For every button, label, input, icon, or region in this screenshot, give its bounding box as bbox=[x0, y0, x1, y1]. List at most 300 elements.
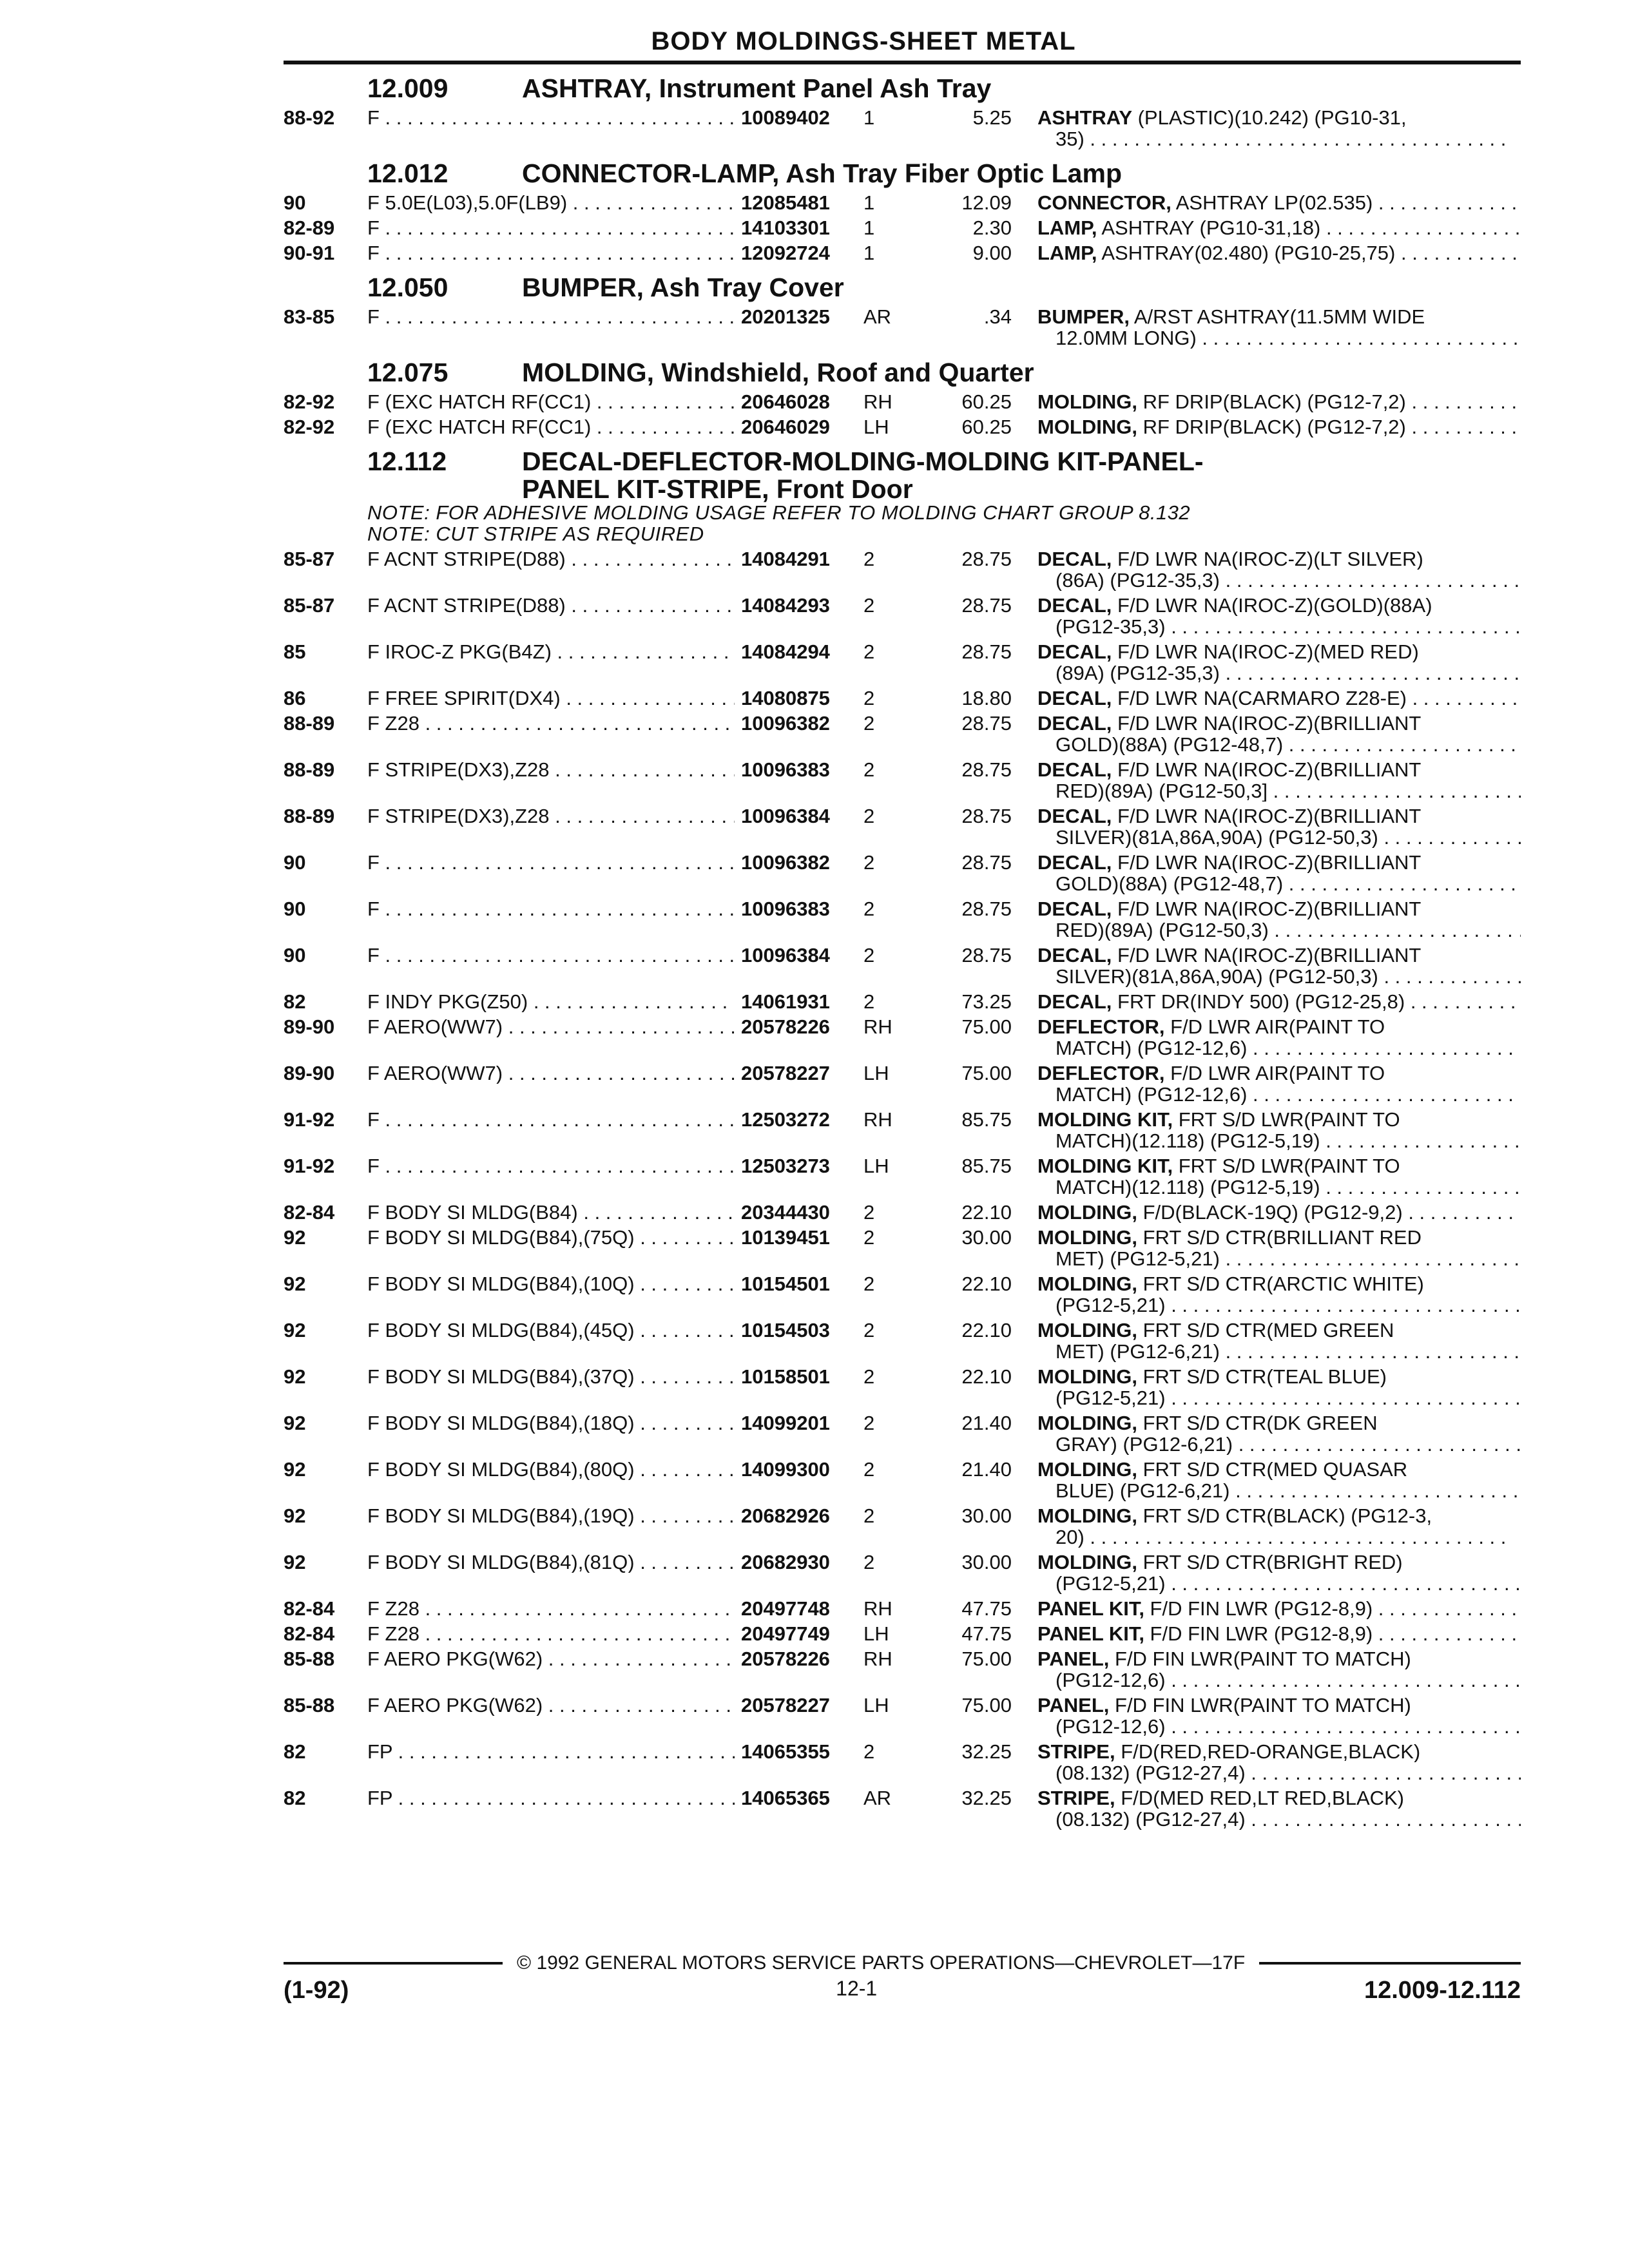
application: F . . . bbox=[367, 306, 735, 327]
footer-copyright: © 1992 GENERAL MOTORS SERVICE PARTS OPERATIONS—CHEVROLET—17F bbox=[517, 1952, 1246, 1974]
quantity: LH bbox=[863, 1062, 889, 1084]
quantity: 2 bbox=[863, 1740, 875, 1763]
description-line bbox=[1037, 1227, 1521, 1248]
description bbox=[1037, 416, 1521, 437]
description-line bbox=[1037, 595, 1521, 616]
model-years: 89-90 bbox=[284, 1062, 335, 1084]
part-number: 12085481 bbox=[735, 192, 860, 213]
application: F Z28 . . . bbox=[367, 713, 735, 734]
model-years: 82 bbox=[284, 1740, 306, 1763]
description-line bbox=[1037, 391, 1521, 412]
description-text: FRT S/D LWR(PAINT TO bbox=[1173, 1109, 1400, 1130]
section-title: CONNECTOR-LAMP, Ash Tray Fiber Optic Lamp bbox=[522, 159, 1122, 188]
description-continuation: (08.132) (PG12-27,4) . . . bbox=[1037, 1809, 1521, 1830]
application: F BODY SI MLDG(B84),(80Q) . . . bbox=[367, 1459, 735, 1480]
description-line bbox=[1037, 1273, 1521, 1294]
model-years: 90 bbox=[284, 898, 306, 920]
section-heading bbox=[284, 358, 1521, 387]
price: 21.40 bbox=[961, 1458, 1012, 1481]
description bbox=[1037, 991, 1521, 1012]
description-keyword: MOLDING, bbox=[1037, 1552, 1137, 1573]
model-years: 82 bbox=[284, 1787, 306, 1809]
part-number: 20646029 bbox=[735, 416, 860, 437]
description-continuation: MATCH)(12.118) (PG12-5,19) . . . bbox=[1037, 1130, 1521, 1151]
description-text: F/D FIN LWR (PG12-8,9) bbox=[1144, 1598, 1373, 1619]
footer-rule-right bbox=[1259, 1962, 1521, 1965]
part-row bbox=[284, 991, 1521, 1012]
part-row bbox=[284, 1741, 1521, 1783]
description-text: F/D LWR NA(CARMARO Z28-E) bbox=[1112, 687, 1407, 709]
application: F . . . bbox=[367, 1155, 735, 1177]
price: 85.75 bbox=[961, 1108, 1012, 1131]
part-row bbox=[284, 713, 1521, 755]
description-line bbox=[1037, 1552, 1521, 1573]
quantity: AR bbox=[863, 1787, 892, 1809]
description-keyword: MOLDING, bbox=[1037, 1320, 1137, 1341]
description-keyword: DEFLECTOR, bbox=[1037, 1016, 1165, 1037]
model-years: 90 bbox=[284, 944, 306, 966]
price: 28.75 bbox=[961, 805, 1012, 827]
description-text: (PLASTIC)(10.242) (PG10-31, bbox=[1132, 107, 1407, 128]
part-number: 14061931 bbox=[735, 991, 860, 1012]
model-years: 85-87 bbox=[284, 594, 335, 617]
description-keyword: MOLDING, bbox=[1037, 1366, 1137, 1387]
section-title: BUMPER, Ash Tray Cover bbox=[522, 273, 844, 302]
application: F BODY SI MLDG(B84),(75Q) . . . bbox=[367, 1227, 735, 1248]
description bbox=[1037, 1273, 1521, 1316]
application: F STRIPE(DX3),Z28 . . . bbox=[367, 805, 735, 827]
model-years: 90 bbox=[284, 191, 306, 214]
description bbox=[1037, 595, 1521, 637]
description-line bbox=[1037, 1320, 1521, 1341]
price: 75.00 bbox=[961, 1694, 1012, 1716]
model-years: 92 bbox=[284, 1226, 306, 1249]
description-keyword: DECAL, bbox=[1037, 713, 1112, 734]
part-row bbox=[284, 1787, 1521, 1830]
part-number: 20344430 bbox=[735, 1202, 860, 1223]
model-years: 82 bbox=[284, 990, 306, 1013]
part-row bbox=[284, 1155, 1521, 1198]
part-number: 10089402 bbox=[735, 107, 860, 128]
application: F (EXC HATCH RF(CC1) . . . bbox=[367, 416, 735, 437]
description-line bbox=[1037, 242, 1521, 264]
description bbox=[1037, 1202, 1521, 1223]
part-number: 12503272 bbox=[735, 1109, 860, 1130]
part-row bbox=[284, 1459, 1521, 1501]
application: F Z28 . . . bbox=[367, 1598, 735, 1619]
description-line bbox=[1037, 1062, 1521, 1084]
description bbox=[1037, 391, 1521, 412]
model-years: 91-92 bbox=[284, 1155, 335, 1177]
part-number: 20682930 bbox=[735, 1552, 860, 1573]
description-text: FRT S/D CTR(BRIGHT RED) bbox=[1137, 1552, 1403, 1573]
model-years: 82-84 bbox=[284, 1201, 335, 1224]
description-continuation: SILVER)(81A,86A,90A) (PG12-50,3) . . . bbox=[1037, 827, 1521, 848]
model-years: 85-88 bbox=[284, 1694, 335, 1716]
model-years: 90-91 bbox=[284, 242, 335, 264]
description-text: FRT S/D CTR(TEAL BLUE) bbox=[1137, 1366, 1387, 1387]
description-keyword: MOLDING, bbox=[1037, 391, 1137, 412]
part-row bbox=[284, 1320, 1521, 1362]
description-text: F/D FIN LWR (PG12-8,9) bbox=[1144, 1623, 1373, 1644]
quantity: 2 bbox=[863, 1226, 875, 1249]
part-row bbox=[284, 242, 1521, 264]
description bbox=[1037, 687, 1521, 709]
application: F BODY SI MLDG(B84),(45Q) . . . bbox=[367, 1320, 735, 1341]
description-line bbox=[1037, 416, 1521, 437]
part-number: 10096383 bbox=[735, 759, 860, 780]
application: F BODY SI MLDG(B84),(18Q) . . . bbox=[367, 1412, 735, 1434]
description bbox=[1037, 548, 1521, 591]
price: 12.09 bbox=[961, 191, 1012, 214]
application: F Z28 . . . bbox=[367, 1623, 735, 1644]
description-continuation: MATCH) (PG12-12,6) . . . bbox=[1037, 1084, 1521, 1105]
section-list bbox=[284, 73, 1521, 1830]
description-text: F/D LWR NA(IROC-Z)(BRILLIANT bbox=[1112, 898, 1422, 919]
description-continuation: RED)(89A) (PG12-50,3) . . . bbox=[1037, 919, 1521, 941]
description-text: F/D LWR AIR(PAINT TO bbox=[1164, 1062, 1385, 1084]
price: 28.75 bbox=[961, 758, 1012, 781]
description-text: F/D(MED RED,LT RED,BLACK) bbox=[1115, 1787, 1405, 1809]
model-years: 82-84 bbox=[284, 1597, 335, 1620]
part-number: 20201325 bbox=[735, 306, 860, 327]
part-row bbox=[284, 548, 1521, 591]
part-row bbox=[284, 107, 1521, 149]
description-text: ASHTRAY (PG10-31,18) bbox=[1097, 217, 1321, 238]
part-row bbox=[284, 898, 1521, 941]
description-line bbox=[1037, 945, 1521, 966]
section-number: 12.050 bbox=[367, 273, 448, 302]
description-text: FRT S/D CTR(DK GREEN bbox=[1137, 1412, 1378, 1434]
description-continuation: (PG12-12,6) . . . bbox=[1037, 1669, 1521, 1691]
part-number: 20578226 bbox=[735, 1648, 860, 1669]
model-years: 90 bbox=[284, 851, 306, 874]
model-years: 86 bbox=[284, 687, 306, 709]
price: 28.75 bbox=[961, 898, 1012, 920]
quantity: 2 bbox=[863, 1551, 875, 1573]
description bbox=[1037, 713, 1521, 755]
application: F BODY SI MLDG(B84),(10Q) . . . bbox=[367, 1273, 735, 1294]
part-number: 20497748 bbox=[735, 1598, 860, 1619]
quantity: 2 bbox=[863, 712, 875, 735]
description bbox=[1037, 1320, 1521, 1362]
description-line bbox=[1037, 217, 1521, 238]
model-years: 82-84 bbox=[284, 1622, 335, 1645]
description-text: F/D(BLACK-19Q) (PG12-9,2) bbox=[1137, 1202, 1403, 1223]
description-line bbox=[1037, 805, 1521, 827]
description-text: FRT S/D CTR(MED QUASAR bbox=[1137, 1459, 1408, 1480]
description-line bbox=[1037, 1109, 1521, 1130]
model-years: 82-92 bbox=[284, 416, 335, 438]
description-continuation: GOLD)(88A) (PG12-48,7) . . . bbox=[1037, 873, 1521, 894]
price: 30.00 bbox=[961, 1226, 1012, 1249]
description-continuation: (PG12-5,21) . . . bbox=[1037, 1573, 1521, 1594]
part-row bbox=[284, 945, 1521, 987]
quantity: 2 bbox=[863, 1504, 875, 1527]
description bbox=[1037, 759, 1521, 802]
description-line bbox=[1037, 1155, 1521, 1177]
part-number: 10096382 bbox=[735, 713, 860, 734]
quantity: 1 bbox=[863, 191, 875, 214]
quantity: 2 bbox=[863, 548, 875, 570]
description-text: F/D LWR NA(IROC-Z)(BRILLIANT bbox=[1112, 945, 1422, 966]
description-text: F/D LWR NA(IROC-Z)(GOLD)(88A) bbox=[1112, 595, 1432, 616]
model-years: 88-89 bbox=[284, 712, 335, 735]
application: F 5.0E(L03),5.0F(LB9) . . . bbox=[367, 192, 735, 213]
application: F STRIPE(DX3),Z28 . . . bbox=[367, 759, 735, 780]
description bbox=[1037, 1598, 1521, 1619]
description-continuation: (PG12-35,3) . . . bbox=[1037, 616, 1521, 637]
description-keyword: DECAL, bbox=[1037, 641, 1112, 662]
description-continuation: SILVER)(81A,86A,90A) (PG12-50,3) . . . bbox=[1037, 966, 1521, 987]
description bbox=[1037, 1623, 1521, 1644]
description-continuation: (PG12-5,21) . . . bbox=[1037, 1294, 1521, 1316]
part-row bbox=[284, 192, 1521, 213]
price: 60.25 bbox=[961, 416, 1012, 438]
application: F . . . bbox=[367, 242, 735, 264]
price: 75.00 bbox=[961, 1015, 1012, 1038]
description-keyword: BUMPER, bbox=[1037, 306, 1130, 327]
parts-section bbox=[284, 159, 1521, 264]
description-keyword: DECAL, bbox=[1037, 991, 1112, 1012]
description-keyword: MOLDING, bbox=[1037, 416, 1137, 437]
description bbox=[1037, 1695, 1521, 1737]
part-number: 14065355 bbox=[735, 1741, 860, 1762]
description bbox=[1037, 192, 1521, 213]
description bbox=[1037, 1412, 1521, 1455]
description bbox=[1037, 1155, 1521, 1198]
quantity: 2 bbox=[863, 1458, 875, 1481]
model-years: 92 bbox=[284, 1365, 306, 1388]
description-text: F/D LWR NA(IROC-Z)(BRILLIANT bbox=[1112, 852, 1422, 873]
quantity: 2 bbox=[863, 594, 875, 617]
footer-copyright-line bbox=[284, 1952, 1521, 1974]
description-text: F/D LWR NA(IROC-Z)(MED RED) bbox=[1112, 641, 1419, 662]
description-keyword: DECAL, bbox=[1037, 945, 1112, 966]
part-number: 10096384 bbox=[735, 945, 860, 966]
description-text: F/D FIN LWR(PAINT TO MATCH) bbox=[1109, 1695, 1411, 1716]
footer-bottom bbox=[284, 1977, 1521, 2004]
part-number: 20578226 bbox=[735, 1016, 860, 1037]
quantity: RH bbox=[863, 1015, 892, 1038]
parts-section bbox=[284, 73, 1521, 149]
description-continuation: MET) (PG12-6,21) . . . bbox=[1037, 1341, 1521, 1362]
description-text: ASHTRAY(02.480) (PG10-25,75) bbox=[1097, 242, 1396, 264]
description-line bbox=[1037, 1366, 1521, 1387]
description-keyword: PANEL KIT, bbox=[1037, 1623, 1144, 1644]
description-line bbox=[1037, 548, 1521, 570]
description-continuation: MATCH) (PG12-12,6) . . . bbox=[1037, 1037, 1521, 1059]
price: 28.75 bbox=[961, 640, 1012, 663]
part-number: 10139451 bbox=[735, 1227, 860, 1248]
part-number: 14084293 bbox=[735, 595, 860, 616]
description-keyword: CONNECTOR, bbox=[1037, 192, 1171, 213]
section-note: NOTE: FOR ADHESIVE MOLDING USAGE REFER TO MOLDING CHART GROUP 8.132 bbox=[367, 501, 1191, 524]
description-keyword: ASHTRAY bbox=[1037, 107, 1132, 128]
model-years: 85-87 bbox=[284, 548, 335, 570]
description-keyword: STRIPE, bbox=[1037, 1787, 1115, 1809]
part-number: 14084291 bbox=[735, 548, 860, 570]
description-line bbox=[1037, 641, 1521, 662]
application: FP . . . bbox=[367, 1787, 735, 1809]
description-line bbox=[1037, 1695, 1521, 1716]
part-row bbox=[284, 391, 1521, 412]
part-number: 10096384 bbox=[735, 805, 860, 827]
quantity: RH bbox=[863, 1648, 892, 1670]
part-number: 14099201 bbox=[735, 1412, 860, 1434]
description-keyword: DECAL, bbox=[1037, 595, 1112, 616]
description-text: FRT S/D LWR(PAINT TO bbox=[1173, 1155, 1400, 1177]
description-line bbox=[1037, 759, 1521, 780]
description-keyword: PANEL, bbox=[1037, 1648, 1110, 1669]
description-text: FRT S/D CTR(MED GREEN bbox=[1137, 1320, 1394, 1341]
description-line bbox=[1037, 306, 1521, 327]
model-years: 85 bbox=[284, 640, 306, 663]
description bbox=[1037, 805, 1521, 848]
quantity: RH bbox=[863, 1108, 892, 1131]
model-years: 82-89 bbox=[284, 216, 335, 239]
price: 28.75 bbox=[961, 594, 1012, 617]
model-years: 88-92 bbox=[284, 106, 335, 129]
price: 28.75 bbox=[961, 548, 1012, 570]
part-row bbox=[284, 1366, 1521, 1408]
description-text: FRT S/D CTR(ARCTIC WHITE) bbox=[1137, 1273, 1424, 1294]
quantity: 2 bbox=[863, 1201, 875, 1224]
description-keyword: DECAL, bbox=[1037, 687, 1112, 709]
description-line bbox=[1037, 687, 1521, 709]
price: 21.40 bbox=[961, 1412, 1012, 1434]
quantity: RH bbox=[863, 1597, 892, 1620]
section-number: 12.009 bbox=[367, 73, 448, 103]
part-row bbox=[284, 759, 1521, 802]
description-line bbox=[1037, 1648, 1521, 1669]
part-number: 10096382 bbox=[735, 852, 860, 873]
page-title: BODY MOLDINGS-SHEET METAL bbox=[651, 27, 1076, 55]
quantity: LH bbox=[863, 1694, 889, 1716]
part-row bbox=[284, 1016, 1521, 1059]
description-line bbox=[1037, 991, 1521, 1012]
section-title: DECAL-DEFLECTOR-MOLDING-MOLDING KIT-PANEL- bbox=[522, 447, 1204, 476]
model-years: 91-92 bbox=[284, 1108, 335, 1131]
part-row bbox=[284, 1552, 1521, 1594]
section-title: ASHTRAY, Instrument Panel Ash Tray bbox=[522, 73, 992, 103]
description-text: A/RST ASHTRAY(11.5MM WIDE bbox=[1129, 306, 1425, 327]
description bbox=[1037, 242, 1521, 264]
price: 22.10 bbox=[961, 1365, 1012, 1388]
description-text: F/D LWR NA(IROC-Z)(LT SILVER) bbox=[1112, 548, 1423, 570]
description-line bbox=[1037, 192, 1521, 213]
quantity: AR bbox=[863, 305, 892, 328]
price: .34 bbox=[983, 305, 1012, 328]
part-row bbox=[284, 1695, 1521, 1737]
application: F FREE SPIRIT(DX4) . . . bbox=[367, 687, 735, 709]
quantity: 2 bbox=[863, 944, 875, 966]
application: F AERO PKG(W62) . . . bbox=[367, 1648, 735, 1669]
description-text: FRT DR(INDY 500) (PG12-25,8) bbox=[1112, 991, 1405, 1012]
part-number: 20578227 bbox=[735, 1062, 860, 1084]
description-keyword: LAMP, bbox=[1037, 217, 1097, 238]
description-keyword: MOLDING KIT, bbox=[1037, 1109, 1173, 1130]
description bbox=[1037, 945, 1521, 987]
section-note: NOTE: CUT STRIPE AS REQUIRED bbox=[367, 523, 704, 545]
description-keyword: DEFLECTOR, bbox=[1037, 1062, 1165, 1084]
price: 32.25 bbox=[961, 1787, 1012, 1809]
parts-catalog-page bbox=[284, 26, 1521, 1830]
footer-range: 12.009-12.112 bbox=[1364, 1977, 1521, 2004]
description-text: F/D FIN LWR(PAINT TO MATCH) bbox=[1109, 1648, 1411, 1669]
application: F AERO PKG(W62) . . . bbox=[367, 1695, 735, 1716]
description-keyword: DECAL, bbox=[1037, 852, 1112, 873]
quantity: 1 bbox=[863, 242, 875, 264]
quantity: 2 bbox=[863, 851, 875, 874]
price: 47.75 bbox=[961, 1622, 1012, 1645]
description bbox=[1037, 852, 1521, 894]
model-years: 82-92 bbox=[284, 390, 335, 413]
part-number: 20682926 bbox=[735, 1505, 860, 1526]
model-years: 92 bbox=[284, 1319, 306, 1341]
part-row bbox=[284, 641, 1521, 684]
quantity: 2 bbox=[863, 1273, 875, 1295]
model-years: 88-89 bbox=[284, 805, 335, 827]
part-row bbox=[284, 1202, 1521, 1223]
description bbox=[1037, 1648, 1521, 1691]
quantity: LH bbox=[863, 1155, 889, 1177]
quantity: 2 bbox=[863, 1365, 875, 1388]
part-row bbox=[284, 1623, 1521, 1644]
description bbox=[1037, 1016, 1521, 1059]
description bbox=[1037, 1552, 1521, 1594]
description-continuation: MET) (PG12-5,21) . . . bbox=[1037, 1248, 1521, 1269]
section-number: 12.075 bbox=[367, 358, 448, 387]
description-line bbox=[1037, 1598, 1521, 1619]
description-line bbox=[1037, 1459, 1521, 1480]
description bbox=[1037, 898, 1521, 941]
price: 28.75 bbox=[961, 944, 1012, 966]
application: F BODY SI MLDG(B84),(37Q) . . . bbox=[367, 1366, 735, 1387]
description-text: RF DRIP(BLACK) (PG12-7,2) bbox=[1137, 416, 1406, 437]
description bbox=[1037, 1227, 1521, 1269]
description-text: FRT S/D CTR(BRILLIANT RED bbox=[1137, 1227, 1422, 1248]
section-heading bbox=[284, 73, 1521, 103]
price: 5.25 bbox=[972, 106, 1012, 129]
application: F BODY SI MLDG(B84),(81Q) . . . bbox=[367, 1552, 735, 1573]
application: F BODY SI MLDG(B84) . . . bbox=[367, 1202, 735, 1223]
part-number: 20497749 bbox=[735, 1623, 860, 1644]
description-keyword: PANEL, bbox=[1037, 1695, 1110, 1716]
price: 60.25 bbox=[961, 390, 1012, 413]
model-years: 92 bbox=[284, 1504, 306, 1527]
model-years: 88-89 bbox=[284, 758, 335, 781]
application: F ACNT STRIPE(D88) . . . bbox=[367, 548, 735, 570]
description-line bbox=[1037, 1741, 1521, 1762]
quantity: 2 bbox=[863, 990, 875, 1013]
description-keyword: DECAL, bbox=[1037, 898, 1112, 919]
part-number: 10096383 bbox=[735, 898, 860, 919]
quantity: RH bbox=[863, 390, 892, 413]
description-keyword: MOLDING, bbox=[1037, 1273, 1137, 1294]
description bbox=[1037, 641, 1521, 684]
description-keyword: MOLDING, bbox=[1037, 1412, 1137, 1434]
price: 85.75 bbox=[961, 1155, 1012, 1177]
price: 32.25 bbox=[961, 1740, 1012, 1763]
part-number: 14084294 bbox=[735, 641, 860, 662]
page-footer bbox=[284, 1952, 1521, 2004]
part-row bbox=[284, 1062, 1521, 1105]
price: 9.00 bbox=[972, 242, 1012, 264]
description-text: FRT S/D CTR(BLACK) (PG12-3, bbox=[1137, 1505, 1432, 1526]
part-number: 10154503 bbox=[735, 1320, 860, 1341]
model-years: 92 bbox=[284, 1551, 306, 1573]
